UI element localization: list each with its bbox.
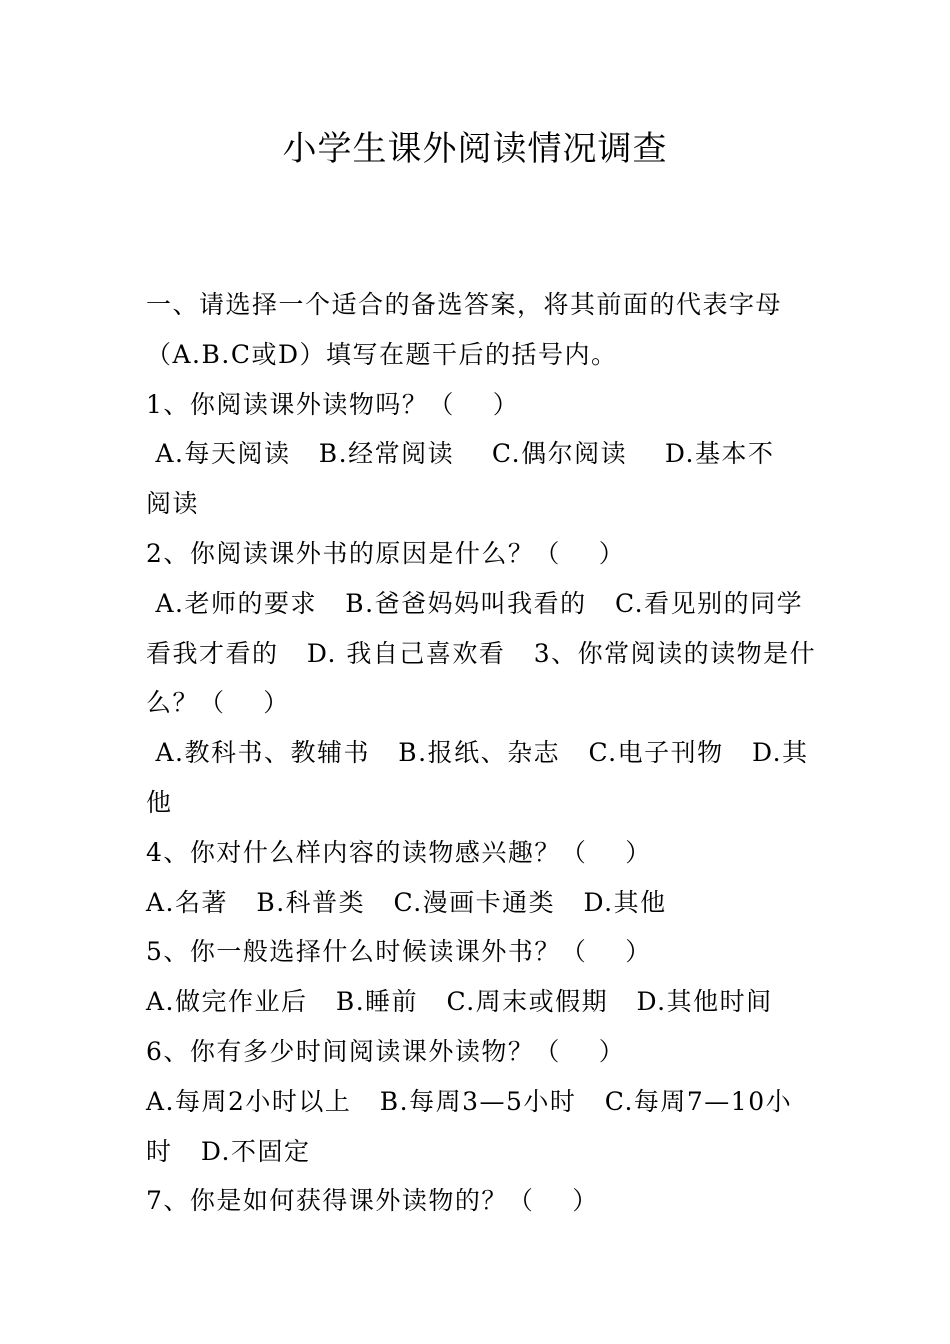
question-5: 5、你一般选择什么时候读课外书？（ ） [146,937,652,967]
question-3-cont: 么？（ ） [146,688,290,718]
instruction-line-1: 一、请选择一个适合的备选答案，将其前面的代表字母 [146,290,783,319]
question-4-options: A.名著 B.科普类 C.漫画卡通类 D.其他 [146,887,667,917]
question-1-options-cont: 阅读 [146,489,200,519]
question-1-options: A.每天阅读 B.经常阅读 C.偶尔阅读 D.基本不 [146,439,775,469]
question-3-options-cont: 他 [146,787,173,817]
question-2-options-cont: 看我才看的 D. 我自己喜欢看 3、你常阅读的读物是什 [146,638,817,668]
question-2: 2、你阅读课外书的原因是什么？（ ） [146,538,626,568]
question-7: 7、你是如何获得课外读物的？（ ） [146,1186,599,1216]
question-2-options: A.老师的要求 B.爸爸妈妈叫我看的 C.看见别的同学 [146,588,804,618]
document-title: 小学生课外阅读情况调查 [282,129,668,169]
question-6-options: A.每周2小时以上 B.每周3—5小时 C.每周7—10小 [146,1086,793,1116]
question-6-options-cont: 时 D.不固定 [146,1136,311,1166]
survey-body [146,280,817,1226]
question-3-options: A.教科书、教辅书 B.报纸、杂志 C.电子刊物 D.其 [146,738,809,768]
question-4: 4、你对什么样内容的读物感兴趣？（ ） [146,837,652,867]
instruction-line-2: （A.B.C或D）填写在题干后的括号内。 [146,339,618,369]
question-6: 6、你有多少时间阅读课外读物？（ ） [146,1036,626,1066]
question-5-options: A.做完作业后 B.睡前 C.周末或假期 D.其他时间 [146,987,773,1017]
question-1: 1、你阅读课外读物吗？（ ） [146,389,520,419]
